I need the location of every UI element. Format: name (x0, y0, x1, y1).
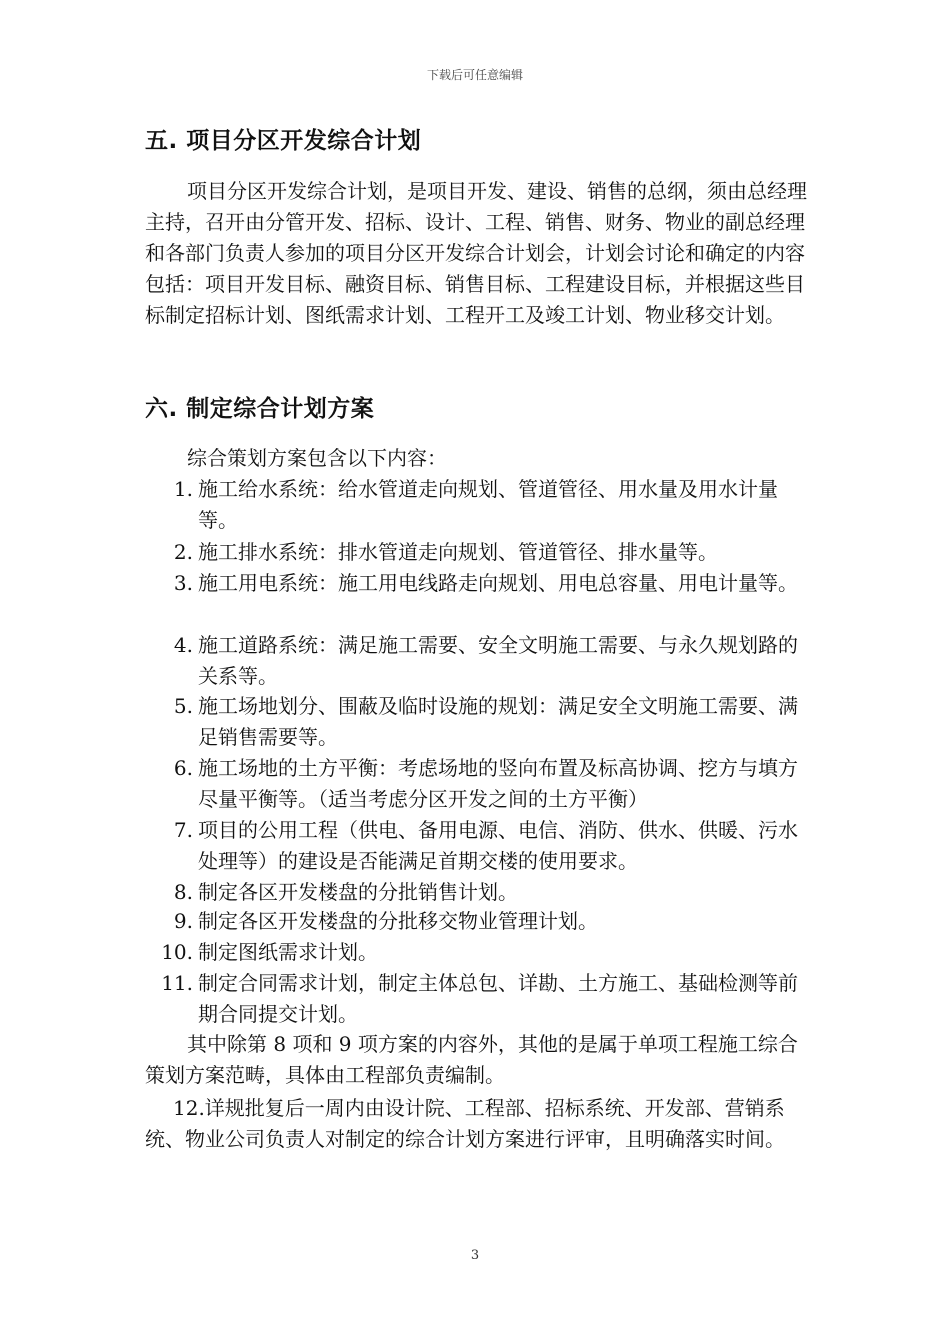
list-item-number: 9. (173, 909, 193, 933)
section-5-body-text: 项目分区开发综合计划，是项目开发、建设、销售的总纲，须由总经理主持，召开由分管开发、招标、设计、工程、销售、财务、物业的副总经理和各部门负责人参加的项目分区开发综合计划会，计划会讨论和确定的内容包括：项目开发目标、融资目标、销售目标、工程建设目标，并根据这些目标制定招标计划、图纸需求计划、工程开工及竣工计划、物业移交计划。 (145, 179, 807, 327)
list-item (145, 630, 810, 692)
list-item-text: 施工场地划分、围蔽及临时设施的规划：满足安全文明施工需要、满足销售需要等。 (198, 694, 798, 749)
list-item (145, 968, 810, 1030)
list-item-text: 施工排水系统：排水管道走向规划、管道管径、排水量等。 (198, 540, 718, 564)
list-item-text: 项目的公用工程（供电、备用电源、电信、消防、供水、供暖、污水处理等）的建设是否能满足首期交楼的使用要求。 (198, 818, 798, 873)
list-item-number: 8. (173, 880, 193, 904)
section-6-note (145, 1029, 810, 1091)
list-item-number: 6. (173, 756, 193, 780)
list-item-text: 制定各区开发楼盘的分批销售计划。 (198, 880, 518, 904)
section-6-title: 六. 制定综合计划方案 (145, 396, 375, 422)
list-item (145, 537, 810, 568)
list-item-text: 制定合同需求计划，制定主体总包、详勘、土方施工、基础检测等前期合同提交计划。 (198, 971, 798, 1026)
list-item-number: 1. (173, 477, 193, 501)
list-item (145, 474, 810, 536)
list-item-number: 7. (173, 818, 193, 842)
list-item (145, 568, 810, 599)
list-item-number: 11. (161, 971, 193, 995)
section-6-item-12-text: 12.详规批复后一周内由设计院、工程部、招标系统、开发部、营销系统、物业公司负责人对制定的综合计划方案进行评审，且明确落实时间。 (145, 1096, 785, 1151)
list-item-text: 制定各区开发楼盘的分批移交物业管理计划。 (198, 909, 598, 933)
list-item-number: 4. (173, 633, 193, 657)
list-item-text: 制定图纸需求计划。 (198, 940, 378, 964)
list-item (145, 753, 810, 815)
section-6-intro (145, 443, 810, 474)
section-6-item-12 (145, 1093, 810, 1155)
list-item-number: 5. (173, 694, 193, 718)
list-item-text: 施工道路系统：满足施工需要、安全文明施工需要、与永久规划路的关系等。 (198, 633, 798, 688)
list-item (145, 877, 810, 908)
list-item (145, 937, 810, 968)
list-item-number: 3. (173, 571, 193, 595)
list-item (145, 691, 810, 753)
download-note: 下载后可任意编辑 (426, 68, 523, 82)
list-item-number: 2. (173, 540, 193, 564)
list-item-number: 10. (161, 940, 193, 964)
list-item (145, 906, 810, 937)
list-item (145, 815, 810, 877)
list-item-text: 施工场地的土方平衡：考虑场地的竖向布置及标高协调、挖方与填方尽量平衡等。（适当考虑分区开发之间的土方平衡） (198, 756, 798, 811)
section-5-title: 五. 项目分区开发综合计划 (145, 128, 422, 154)
page-number: 3 (470, 1248, 480, 1263)
section-5-body (145, 176, 810, 331)
list-item-text: 施工用电系统：施工用电线路走向规划、用电总容量、用电计量等。 (198, 571, 798, 595)
section-6-intro-text: 综合策划方案包含以下内容： (187, 446, 447, 470)
list-item-text: 施工给水系统：给水管道走向规划、管道管径、用水量及用水计量等。 (198, 477, 778, 532)
section-6-note-text: 其中除第 8 项和 9 项方案的内容外，其他的是属于单项工程施工综合策划方案范畴，具体由工程部负责编制。 (145, 1032, 798, 1087)
